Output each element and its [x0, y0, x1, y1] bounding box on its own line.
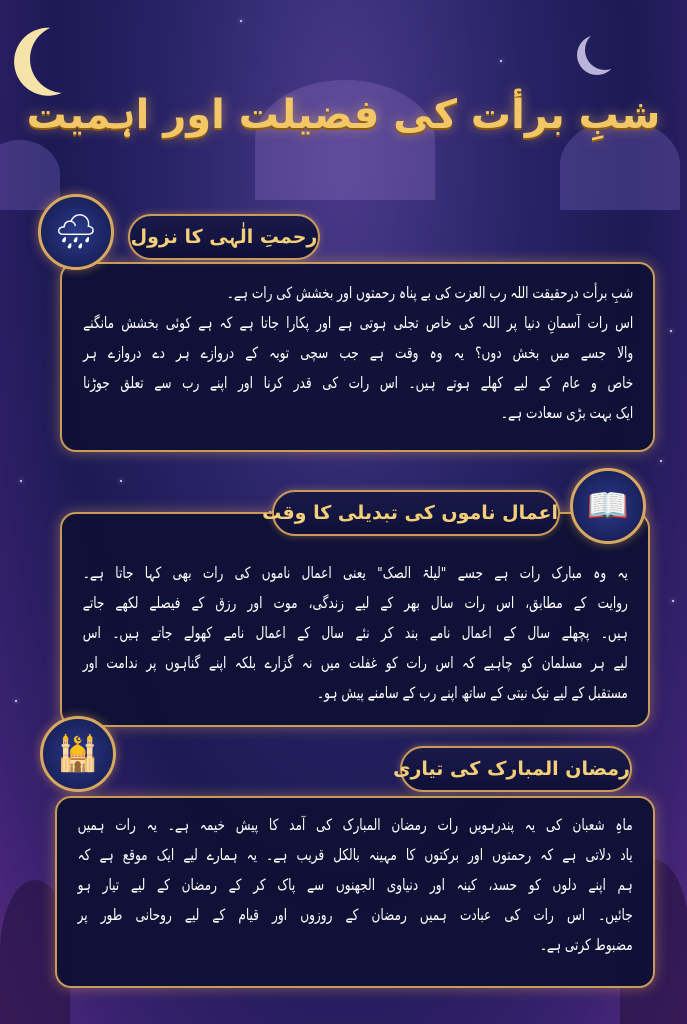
mosque-crescent-icon: 🕌: [40, 716, 116, 792]
section-card-amal-nama: [60, 512, 650, 727]
paragraph-line: خاص و عام کے لیے کھلے ہوتے ہیں۔ اس رات کی قدر کرنا اور اپنے رب سے تعلق جوڑنا: [82, 374, 633, 392]
paragraph-line: مستقبل کے لیے نیک نیتی کے ساتھ اپنے رب کے سامنے پیش ہو۔: [317, 684, 628, 702]
mosque-silhouette: [0, 140, 60, 210]
crescent-moon-icon: [20, 15, 107, 102]
paragraph-line: اس رات آسمانِ دنیا پر اللہ کی خاص تجلی ہوتی ہے اور پکارا جاتا ہے کہ ہے کوئی بخشش مانگنے: [82, 314, 633, 332]
paragraph-line: مضبوط کرتی ہے۔: [540, 936, 633, 954]
quran-quill-icon: 📖: [570, 468, 646, 544]
paragraph-line: ایک بہت بڑی سعادت ہے۔: [500, 404, 633, 422]
paragraph-line: لیے ہر مسلمان کو چاہیے کہ اس رات کو غفلت میں نہ گزارے بلکہ اپنے گناہوں پر ندامت اور: [82, 654, 628, 672]
star: [20, 480, 22, 482]
paragraph-line: شبِ برأت درحقیقت اللہ رب العزت کی بے پناہ رحمتوں اور بخشش کی رات ہے۔: [226, 284, 633, 302]
paragraph-line: یہ وہ مبارک رات ہے جسے "لیلۃ الصک" یعنی اعمال ناموں کی رات بھی کہا جاتا ہے۔: [82, 564, 628, 582]
section-card-rehmat: [60, 262, 655, 452]
star: [120, 480, 122, 482]
paragraph-line: یاد دلاتی ہے کہ رحمتوں اور برکتوں کا مہینہ بالکل قریب ہے۔ یہ ہمارے لیے ایک موقع ہے کہ: [77, 846, 633, 864]
star: [15, 700, 17, 702]
rain-cloud-hand-icon: 🌧: [38, 194, 114, 270]
star: [660, 460, 662, 462]
paragraph-line: ہم اپنے دلوں کو حسد، کینہ اور دنیاوی الجھنوں سے پاک کر کے رمضان کے لیے تیار ہو: [77, 876, 633, 894]
star: [670, 330, 672, 332]
crescent-moon-icon: [585, 30, 625, 70]
star: [500, 60, 502, 62]
paragraph-line: والا جسے میں بخش دوں؟ یہ وہ وقت ہے جب سچی توبہ کے دروازے ہر دے دروازے ہر: [82, 344, 633, 362]
section-card-ramadan: [55, 796, 655, 988]
section-heading: رحمتِ الٰہی کا نزول: [128, 214, 320, 260]
page-title: شبِ برأت کی فضیلت اور اہمیت: [26, 92, 661, 138]
section-heading: اعمال ناموں کی تبدیلی کا وقت: [272, 490, 560, 536]
paragraph-line: جائیں۔ اس رات کی عبادت ہمیں رمضان کے روزوں اور قیام کے لیے روحانی طور پر: [77, 906, 633, 924]
section-heading: رمضان المبارک کی تیاری: [400, 746, 632, 792]
paragraph-line: ہیں۔ پچھلے سال کے اعمال نامے بند کر نئے سال کے اعمال نامے کھولے جاتے ہیں۔ اس: [82, 624, 628, 642]
star: [672, 600, 674, 602]
paragraph-line: ماہِ شعبان کی یہ پندرہویں رات رمضان المبارک کی آمد کا پیش خیمہ ہے۔ یہ رات ہمیں: [77, 816, 633, 834]
paragraph-line: روایت کے مطابق، اس رات سال بھر کے لیے زندگی، موت اور رزق کے فیصلے لکھے جاتے: [82, 594, 628, 612]
star: [240, 20, 242, 22]
